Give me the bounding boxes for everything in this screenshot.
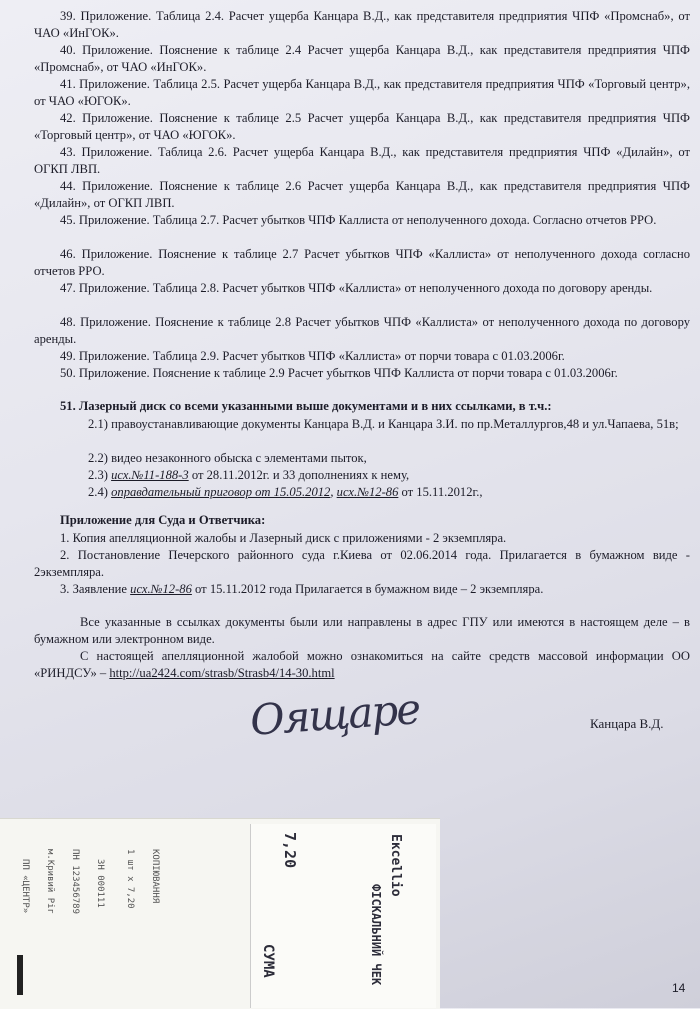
closing-paragraph-1: Все указанные в ссылках документы были или направлены в адрес ГПУ или имеются в настоящем деле – в бумажном или электронном виде. xyxy=(34,615,690,646)
appendix-item-1: 1. Копия апелляционной жалобы и Лазерный диск с приложениями - 2 экземпляра. xyxy=(60,531,507,545)
dark-mark xyxy=(17,955,23,995)
list-item-50: 50. Приложение. Пояснение к таблице 2.9 Расчет убытков ЧПФ Каллиста от порчи товара с 01.03.2006г. xyxy=(60,366,618,380)
sub3-suffix: от 28.11.2012г. и 33 дополнениях к нему, xyxy=(188,468,410,482)
list-item-48: 48. Приложение. Пояснение к таблице 2.8 Расчет убытков ЧПФ «Каллиста» от неполученного дохода по договору аренды. xyxy=(34,315,690,346)
list-item-46: 46. Приложение. Пояснение к таблице 2.7 Расчет убытков ЧПФ «Каллиста» от неполученного дохода согласно отчетов РРО. xyxy=(34,247,690,278)
fiscal-receipt xyxy=(250,824,436,1008)
page-number: 14 xyxy=(672,981,686,995)
item51-sub1: 2.1) правоустанавливающие документы Канцара В.Д. и Канцара З.И. по пр.Металлургов,48 и ул.Чапаева, 51в; xyxy=(88,417,679,431)
list-item-47: 47. Приложение. Таблица 2.8. Расчет убытков ЧПФ «Каллиста» от неполученного дохода по договору аренды. xyxy=(60,281,653,295)
verdict-link[interactable]: оправдательный приговор от 15.05.2012 xyxy=(111,485,331,499)
sub4-prefix: 2.4) xyxy=(88,485,112,499)
appendix-title: Приложение для Суда и Ответчика: xyxy=(60,513,266,527)
statement-link[interactable]: исх.№12-86 xyxy=(130,582,192,596)
website-link[interactable]: http://ua2424.com/strasb/Strasb4/14-30.html xyxy=(109,665,335,680)
appendix-item-3 xyxy=(34,581,690,598)
receipt-header: ФІСКАЛЬНИЙ ЧЕК xyxy=(369,884,383,986)
receipt-sum-label: СУМА xyxy=(260,944,276,978)
list-item-41: 41. Приложение. Таблица 2.5. Расчет ущерба Канцара В.Д., как представителя предприятия ЧПФ «Торговый центр», от ЧАО «ЮГОК». xyxy=(34,77,690,108)
list-item-39: 39. Приложение. Таблица 2.4. Расчет ущерба Канцара В.Д., как представителя предприятия ЧПФ «Промснаб», от ЧАО «ИнГОК». xyxy=(34,9,690,40)
closing-paragraph-2 xyxy=(34,648,690,681)
item51-sub2: 2.2) видео незаконного обыска с элементами пыток, xyxy=(88,451,367,465)
appendix-item-2: 2. Постановление Печерского районного суда г.Киева от 02.06.2014 года. Прилагается в бумажном виде - 2экземпляра. xyxy=(34,548,690,579)
outgoing-ref-link-2[interactable]: исх.№12-86 xyxy=(336,485,399,499)
sub4-suffix: от 15.11.2012г., xyxy=(398,485,483,499)
sub3-prefix: 2.3) xyxy=(88,468,112,482)
outgoing-ref-link[interactable]: исх.№11-188-3 xyxy=(111,468,189,482)
list-item-42: 42. Приложение. Пояснение к таблице 2.5 Расчет ущерба Канцара В.Д., как представителя предприятия ЧПФ «Торговый центр», от ЧАО «ЮГОК». xyxy=(34,111,690,142)
p2-text: С настоящей апелляционной жалобой можно ознакомиться на сайте средств массовой информации ОО «РИНДСУ» – xyxy=(34,649,690,680)
list-item-40: 40. Приложение. Пояснение к таблице 2.4 Расчет ущерба Канцара В.Д., как представителя предприятия ЧПФ «Промснаб», от ЧАО «ИнГОК». xyxy=(34,43,690,74)
list-item-43: 43. Приложение. Таблица 2.6. Расчет ущерба Канцара В.Д., как представителя предприятия ЧПФ «Дилайн», от ОГКП ЛВП. xyxy=(34,145,690,176)
list-item-49: 49. Приложение. Таблица 2.9. Расчет убытков ЧПФ «Каллиста» от порчи товара с 01.03.2006г. xyxy=(60,349,565,363)
a3-prefix: 3. Заявление xyxy=(60,582,131,596)
signer-name: Канцара В.Д. xyxy=(590,716,664,731)
list-item-45: 45. Приложение. Таблица 2.7. Расчет убытков ЧПФ Каллиста от неполученного дохода. Согласно отчетов РРО. xyxy=(60,213,657,227)
item51-sub3 xyxy=(34,467,700,484)
receipt-total: 7,20 xyxy=(281,832,299,869)
list-item-44: 44. Приложение. Пояснение к таблице 2.6 Расчет ущерба Канцара В.Д., как представителя предприятия ЧПФ «Дилайн», от ОГКП ЛВП. xyxy=(34,179,690,210)
handwritten-signature: Оящаре xyxy=(248,684,421,745)
receipt-brand: Ексellio xyxy=(388,834,403,897)
list-item-51-title: 51. Лазерный диск со всеми указанными выше документами и в них ссылками, в т.ч.: xyxy=(60,399,552,413)
receipt-paper: ПП «ЦЕНТР» м.Кривий Ріг ПН 123456789 ЗН 000111 1 шт х 7,20 КОПІЮВАННЯ xyxy=(0,818,440,1009)
a3-suffix: от 15.11.2012 года Прилагается в бумажном виде – 2 экземпляра. xyxy=(191,582,544,596)
item51-sub4 xyxy=(34,484,700,501)
sub4-sep: , xyxy=(330,485,337,499)
